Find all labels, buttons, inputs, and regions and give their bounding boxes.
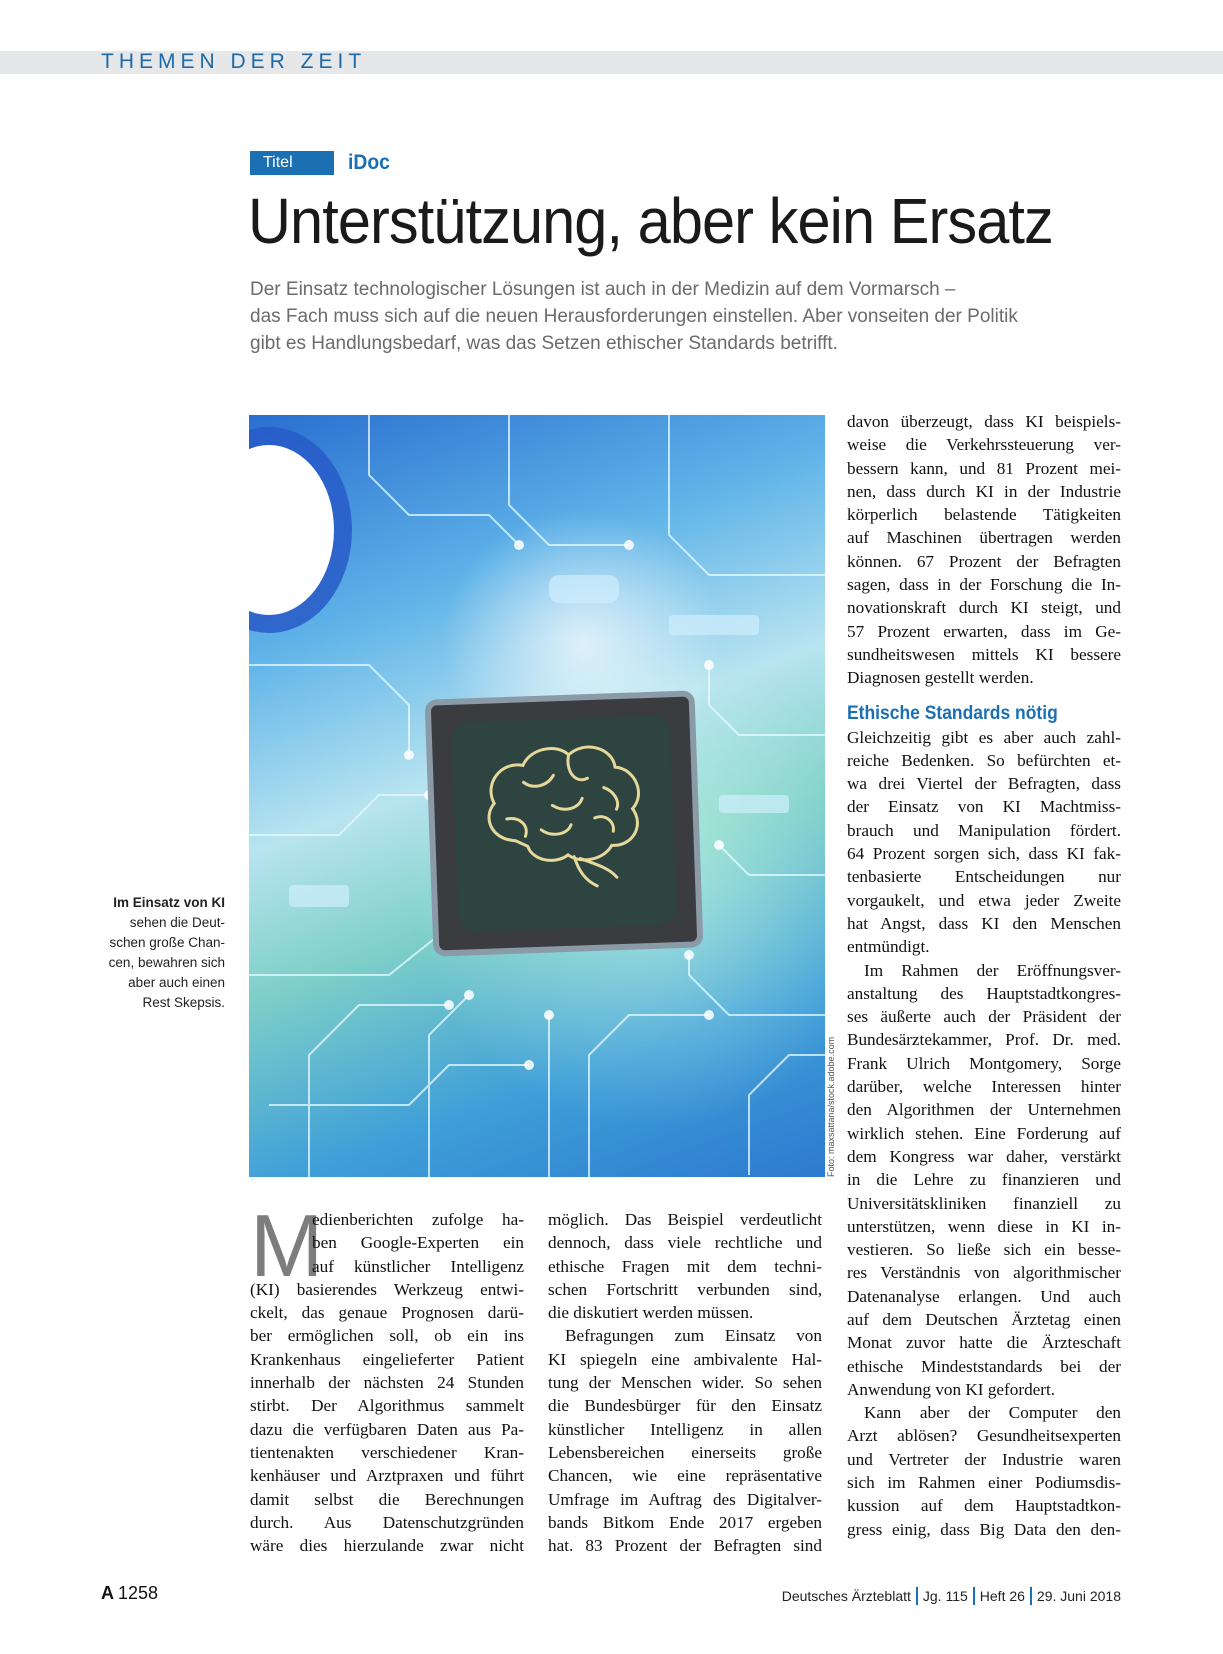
body-line: und Vertreter der Industrie waren	[847, 1449, 1121, 1469]
body-line: gress einig, dass Big Data den den-	[847, 1519, 1121, 1539]
journal-volume: Jg. 115	[922, 1588, 968, 1604]
body-line: vestieren. So ließe sich ein besse-	[847, 1240, 1121, 1260]
body-line: Arzt ablösen? Gesundheitsexperten	[847, 1426, 1121, 1446]
caption-line: schen große Chan-	[109, 935, 225, 950]
body-line: KI spiegeln eine ambivalente Hal-	[548, 1349, 822, 1369]
category-tag: Titel	[250, 151, 334, 175]
body-line: Universitätskliniken finanziell zu	[847, 1193, 1121, 1213]
processor-chip	[431, 697, 697, 951]
lead-line: das Fach muss sich auf die neuen Herausforderungen einstellen. Aber vonseiten der Politik	[250, 306, 1018, 327]
caption-line: sehen die Deut-	[129, 915, 225, 930]
topic-label: iDoc	[348, 151, 390, 174]
body-line: edienberichten zufolge ha-	[312, 1210, 524, 1229]
article-lead	[250, 276, 1070, 357]
body-line: Befragungen zum Einsatz von	[565, 1326, 822, 1346]
body-line: ethische Fragen mit dem techni-	[548, 1256, 822, 1276]
body-line: wirklich stehen. Eine Forderung auf	[847, 1123, 1121, 1143]
body-line: ckelt, das genaue Prognosen darü-	[250, 1303, 524, 1323]
body-line: Kann aber der Computer den	[864, 1403, 1121, 1423]
photo-caption	[90, 893, 225, 1013]
body-line: unterstützen, wenn diese in KI in-	[847, 1216, 1121, 1236]
body-line: hat Angst, dass KI den Menschen	[847, 913, 1121, 933]
page-prefix: A	[101, 1583, 114, 1603]
section-header: THEMEN DER ZEIT	[101, 50, 367, 73]
body-line: wäre dies hierzulande zwar nicht	[250, 1536, 524, 1556]
body-line: kussion auf dem Hauptstadtkon-	[847, 1496, 1121, 1516]
caption-line: Rest Skepsis.	[142, 995, 225, 1010]
body-line: Frank Ulrich Montgomery, Sorge	[847, 1053, 1121, 1073]
body-line: sagen, dass in der Forschung die In-	[847, 575, 1121, 595]
footer-divider	[973, 1587, 975, 1605]
body-line: sich im Rahmen einer Podiumsdis-	[847, 1473, 1121, 1493]
body-line: dennoch, dass viele rechtliche und	[548, 1233, 822, 1253]
body-line: stirbt. Der Algorithmus sammelt	[250, 1396, 524, 1416]
body-line: auf Maschinen übertragen werden	[847, 528, 1121, 548]
body-line: novationskraft durch KI steigt, und	[847, 598, 1121, 618]
body-line: vorgaukelt, und etwa jeder Zweite	[847, 890, 1121, 910]
body-line: tenbasierte Entscheidungen nur	[847, 867, 1121, 887]
body-line: nen, dass durch KI in der Industrie	[847, 481, 1121, 501]
journal-name: Deutsches Ärzteblatt	[781, 1588, 911, 1604]
body-line: tientenakten verschiedener Kran-	[250, 1442, 524, 1462]
page-number	[101, 1583, 158, 1604]
body-line: Lebensbereichen einerseits große	[548, 1442, 822, 1462]
body-line: körperlich belastende Tätigkeiten	[847, 505, 1121, 525]
section-subhead: Ethische Standards nötig	[847, 702, 1058, 724]
footer-divider	[1030, 1587, 1032, 1605]
body-column-2	[548, 1208, 822, 1557]
body-line: darüber, welche Interessen hinter	[847, 1077, 1121, 1097]
brain-icon	[451, 715, 676, 931]
body-line: reiche Bedenken. So befürchten et-	[847, 750, 1121, 770]
article-photo	[249, 415, 825, 1177]
caption-line: aber auch einen	[128, 975, 225, 990]
body-line: brauch und Manipulation fördert.	[847, 820, 1121, 840]
article-headline: Unterstützung, aber kein Ersatz	[248, 185, 1053, 257]
body-line: (KI) basierendes Werkzeug entwi-	[250, 1279, 524, 1299]
body-line: ses äußerte auch der Präsident der	[847, 1007, 1121, 1027]
body-line: Datenanalyse erlangen. Und auch	[847, 1286, 1121, 1306]
body-line: Krankenhaus eingelieferter Patient	[250, 1349, 524, 1369]
body-line: dazu die verfügbaren Daten aus Pa-	[250, 1419, 524, 1439]
body-line: Chancen, wie eine repräsentative	[548, 1466, 822, 1486]
body-line: auf künstlicher Intelligenz	[312, 1256, 524, 1276]
body-line: können. 67 Prozent der Befragten	[847, 551, 1121, 571]
body-line: Gleichzeitig gibt es aber auch zahl-	[847, 727, 1121, 747]
body-line: den Algorithmen der Unternehmen	[847, 1100, 1121, 1120]
body-line: dem Kongress war daher, verstärkt	[847, 1146, 1121, 1166]
body-line: entmündigt.	[847, 937, 930, 957]
body-line: ethische Mindeststandards bei der	[847, 1356, 1121, 1376]
body-line: 64 Prozent sorgen sich, dass KI fak-	[847, 844, 1121, 864]
body-line: Umfrage im Auftrag des Digitalver-	[548, 1489, 822, 1509]
body-line: hat. 83 Prozent der Befragten sind	[548, 1536, 822, 1556]
body-line: res Verständnis von algorithmischer	[847, 1263, 1121, 1283]
body-line: der Einsatz von KI Machtmiss-	[847, 797, 1121, 817]
body-line: kenhäuser und Arztpraxen und führt	[250, 1466, 524, 1486]
body-line: bessern kann, und 81 Prozent mei-	[847, 458, 1121, 478]
body-line: auf dem Deutschen Ärztetag einen	[847, 1309, 1121, 1329]
body-line: Bundesärztekammer, Prof. Dr. med.	[847, 1030, 1121, 1050]
body-line: schen Fortschritt verbunden sind,	[548, 1279, 822, 1299]
body-line: sundheitswesen mittels KI bessere	[847, 644, 1121, 664]
body-line: 57 Prozent erwarten, dass im Ge-	[847, 621, 1121, 641]
body-line: möglich. Das Beispiel verdeutlicht	[548, 1210, 822, 1229]
body-line: wa drei Viertel der Befragten, dass	[847, 774, 1121, 794]
body-line: ber ermöglichen soll, ob ein ins	[250, 1326, 524, 1346]
body-line: ben Google-Experten ein	[312, 1233, 524, 1253]
body-column-3	[847, 410, 1121, 1541]
caption-lead: Im Einsatz von KI	[113, 895, 225, 910]
body-line: bands Bitkom Ende 2017 ergeben	[548, 1512, 822, 1532]
body-column-1	[250, 1196, 524, 1557]
body-line: in die Lehre zu finanzieren und	[847, 1170, 1121, 1190]
body-line: künstlicher Intelligenz in allen	[548, 1419, 822, 1439]
lead-line: Der Einsatz technologischer Lösungen ist auch in der Medizin auf dem Vormarsch –	[250, 279, 956, 300]
body-line: davon überzeugt, dass KI beispiels-	[847, 412, 1121, 431]
body-line: Anwendung von KI gefordert.	[847, 1379, 1056, 1399]
caption-line: cen, bewahren sich	[108, 955, 225, 970]
body-line: Monat zuvor hatte die Ärzteschaft	[847, 1333, 1121, 1353]
photo-credit: Foto: maxsattana/stock.adobe.com	[826, 1036, 836, 1177]
journal-issue: Heft 26	[979, 1588, 1025, 1604]
body-line: weise die Verkehrssteuerung ver-	[847, 435, 1121, 455]
section-header-bar	[0, 51, 1223, 74]
footer-divider	[916, 1587, 918, 1605]
body-line: innerhalb der nächsten 24 Stunden	[250, 1373, 524, 1393]
lead-line: gibt es Handlungsbedarf, was das Setzen ethischer Standards betrifft.	[250, 333, 838, 354]
body-line: die diskutiert werden müssen.	[548, 1303, 754, 1323]
journal-date: 29. Juni 2018	[1036, 1588, 1121, 1604]
body-line: anstaltung des Hauptstadtkongres-	[847, 983, 1121, 1003]
body-line: damit selbst die Berechnungen	[250, 1489, 524, 1509]
body-line: Diagnosen gestellt werden.	[847, 668, 1034, 688]
page-number-value: 1258	[118, 1583, 159, 1603]
body-line: tung der Menschen wider. So sehen	[548, 1373, 822, 1393]
body-line: Im Rahmen der Eröffnungsver-	[864, 960, 1121, 980]
kicker	[250, 151, 394, 175]
journal-footer	[782, 1587, 1121, 1605]
body-line: die Bundesbürger für den Einsatz	[548, 1396, 822, 1416]
chip-die	[451, 715, 676, 931]
body-line: durch. Aus Datenschutzgründen	[250, 1512, 524, 1532]
drop-cap: M	[250, 1196, 324, 1295]
